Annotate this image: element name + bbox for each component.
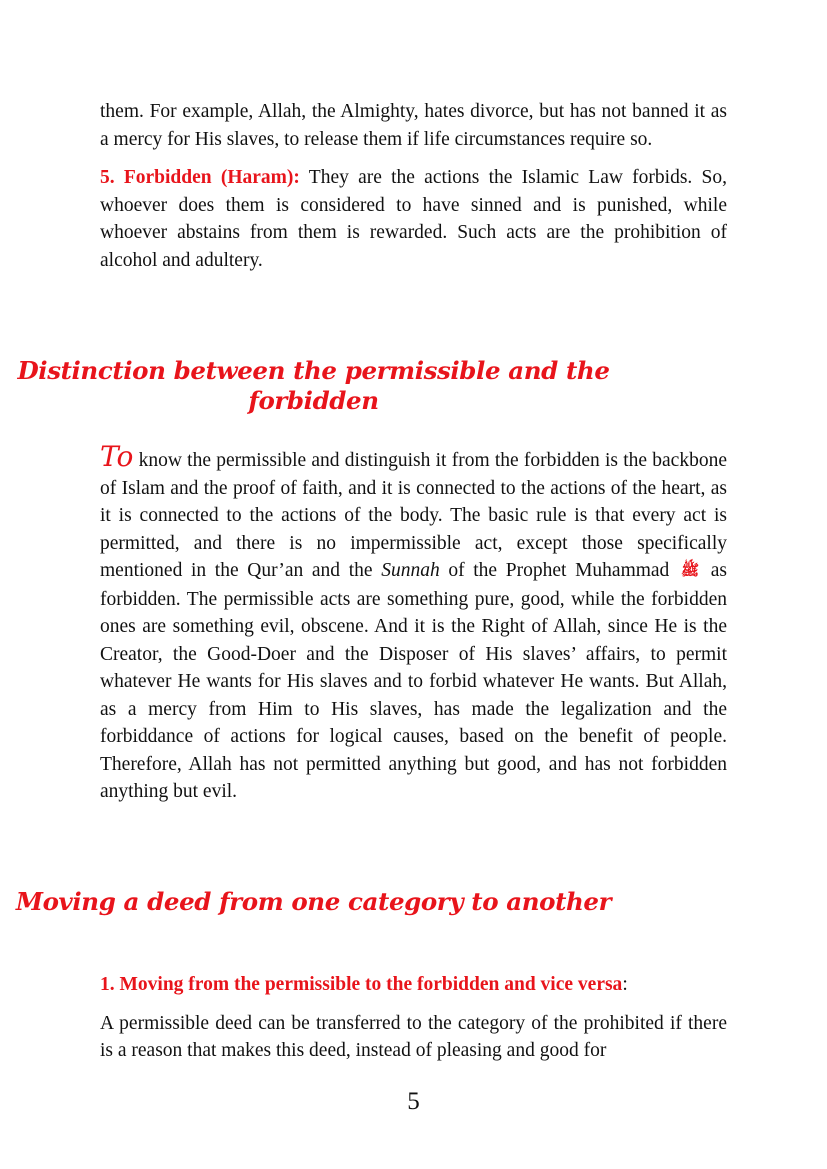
forbidden-text: They are the actions the Islamic Law forbids. So, whoever does them is considered to have sinned and is punished, while whoever abstains from them is rewarded. Such acts are the prohibition of alcohol and adultery. <box>100 167 727 271</box>
moving-paragraph: A permissible deed can be transferred to the category of the prohibited if there is a reason that makes this deed, instead of pleasing and good for <box>100 1012 727 1061</box>
sunnah-term: Sunnah <box>381 560 440 581</box>
paragraph-continued: them. For example, Allah, the Almighty, hates divorce, but has not banned it as a mercy for His slaves, to release them if life circumstances require so. <box>100 101 727 150</box>
distinction-text-a: know the permissible and distinguish it from the forbidden is the backbone of Islam and the proof of faith, and it is connected to the actions of the heart, as it is connected to the actions of the body. The basic rule is that every act is permitted, and there is no impermissible act, except those specifically mentioned in the Qur’an and the <box>100 450 727 581</box>
heading-moving: Moving a deed from one category to another <box>15 887 612 916</box>
dropcap: To <box>100 440 134 473</box>
page-body <box>100 98 727 274</box>
heading-distinction: Distinction between the permissible and the forbidden <box>17 356 610 415</box>
honorific-symbol: ﷺ <box>680 563 700 579</box>
distinction-paragraph <box>100 440 727 806</box>
distinction-text-b: of the Prophet Muhammad <box>439 560 678 581</box>
moving-subheading: 1. Moving from the permissible to the forbidden and vice versa <box>100 974 623 995</box>
distinction-text-c: as forbidden. The permissible acts are something pure, good, while the forbidden ones are something evil, obscene. And it is the Right of Allah, since He is the Creator, the Good-Doer and the Disposer of His slaves’ affairs, to permit whatever He wants for His slaves and to forbid whatever He wants. But Allah, as a mercy from Him to His slaves, has made the legalization and the forbiddance of actions for logical causes, based on the benefit of people. Therefore, Allah has not permitted anything but good, and has not forbidden anything but evil. <box>100 560 727 802</box>
page-number: 5 <box>407 1088 420 1115</box>
distinction-section <box>100 440 727 806</box>
moving-subheading-line <box>100 971 727 999</box>
forbidden-label: 5. Forbidden (Haram): <box>100 167 300 188</box>
forbidden-paragraph <box>100 164 727 274</box>
moving-colon: : <box>622 974 628 995</box>
moving-section <box>100 971 727 1065</box>
